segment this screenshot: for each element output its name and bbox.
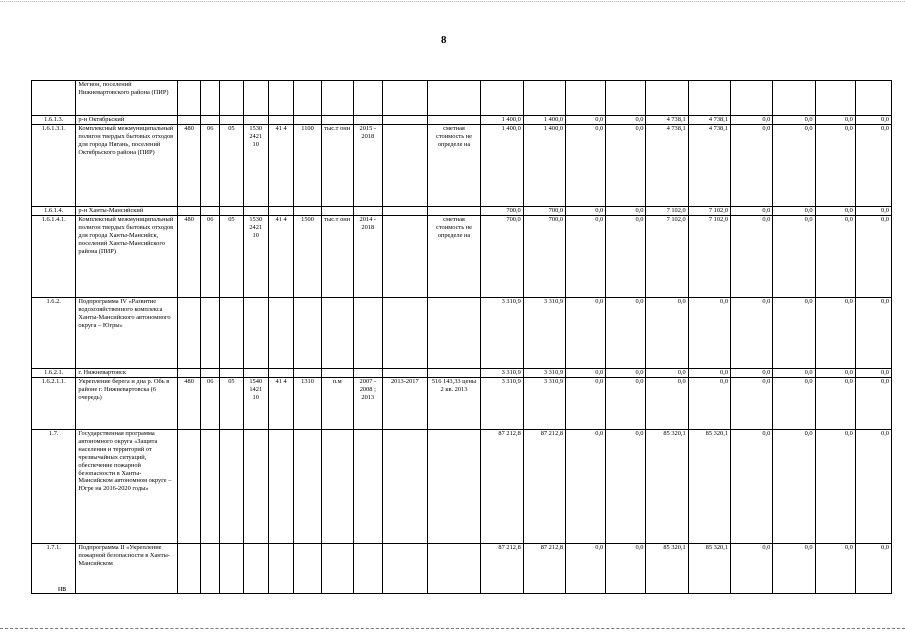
table-cell xyxy=(294,116,322,125)
table-cell xyxy=(321,298,353,369)
table-cell xyxy=(201,544,220,594)
table-cell: 0,0 xyxy=(566,298,606,369)
table-cell: 0,0 xyxy=(855,298,891,369)
table-row xyxy=(32,81,892,116)
table-cell: 41 4 xyxy=(268,378,293,430)
table-cell: 1310 xyxy=(294,378,322,430)
table-cell: 0,0 xyxy=(815,544,855,594)
table-cell: 0,0 xyxy=(773,544,815,594)
table-cell: 3 310,9 xyxy=(523,298,565,369)
table-cell xyxy=(383,430,427,544)
table-cell: 41 4 xyxy=(268,216,293,298)
table-cell: 1.7.1. xyxy=(32,544,76,594)
table-cell xyxy=(220,116,243,125)
table-cell: 1.6.1.3. xyxy=(32,116,76,125)
table-cell: 0,0 xyxy=(566,125,606,207)
table-cell: 87 212,8 xyxy=(523,430,565,544)
table-cell: 3 310,9 xyxy=(523,369,565,378)
table-cell xyxy=(177,369,200,378)
table-cell: 0,0 xyxy=(606,298,646,369)
table-cell xyxy=(321,430,353,544)
table-cell: 3 310,9 xyxy=(481,369,523,378)
table-cell xyxy=(201,369,220,378)
table-cell: р-н Ханты-Мансийский xyxy=(76,207,178,216)
table-cell: 0,0 xyxy=(688,298,730,369)
table-cell xyxy=(243,81,268,116)
table-cell: 0,0 xyxy=(646,369,688,378)
table-cell xyxy=(383,207,427,216)
table-cell: 0,0 xyxy=(606,378,646,430)
table-cell: 0,0 xyxy=(606,216,646,298)
table-cell xyxy=(220,544,243,594)
table-cell xyxy=(383,81,427,116)
table-cell: 7 102,0 xyxy=(688,207,730,216)
table-cell xyxy=(294,207,322,216)
table-cell: 0,0 xyxy=(855,207,891,216)
table-cell xyxy=(427,298,481,369)
table-cell: 0,0 xyxy=(815,298,855,369)
table-cell: 87 212,8 xyxy=(523,544,565,594)
table-cell xyxy=(523,81,565,116)
table-cell xyxy=(201,116,220,125)
table-cell xyxy=(268,207,293,216)
table-cell: 1 400,0 xyxy=(523,116,565,125)
table-cell: сметная стоимость не определе на xyxy=(427,125,481,207)
table-cell: 0,0 xyxy=(566,378,606,430)
table-cell: 0,0 xyxy=(731,430,773,544)
table-cell: 516 143,33 цены 2 кв. 2013 xyxy=(427,378,481,430)
table-cell xyxy=(268,298,293,369)
table-cell xyxy=(294,369,322,378)
table-cell: 1540 1421 10 xyxy=(243,378,268,430)
table-cell xyxy=(177,81,200,116)
table-cell xyxy=(321,116,353,125)
table-cell: 0,0 xyxy=(606,207,646,216)
table-cell: 4 738,1 xyxy=(688,125,730,207)
table-cell: 0,0 xyxy=(566,216,606,298)
table-cell: р-н Октябрьский xyxy=(76,116,178,125)
table-cell: 1 400,0 xyxy=(481,125,523,207)
table-cell: 0,0 xyxy=(606,369,646,378)
table-cell: 87 212,8 xyxy=(481,544,523,594)
table-cell xyxy=(321,81,353,116)
table-cell: 4 738,1 xyxy=(688,116,730,125)
table-row xyxy=(32,116,892,125)
table-cell xyxy=(383,125,427,207)
table-cell xyxy=(353,369,383,378)
table-cell: 7 102,0 xyxy=(646,207,688,216)
table-cell: 700,0 xyxy=(523,216,565,298)
table-cell xyxy=(353,298,383,369)
table-cell: 2015 - 2018 xyxy=(353,125,383,207)
table-row xyxy=(32,125,892,207)
table-cell: 4 738,1 xyxy=(646,125,688,207)
table-row xyxy=(32,378,892,430)
table-cell: 0,0 xyxy=(773,216,815,298)
table-cell xyxy=(268,81,293,116)
table-cell xyxy=(201,81,220,116)
table-row xyxy=(32,216,892,298)
table-cell xyxy=(427,207,481,216)
table-cell xyxy=(688,81,730,116)
table-cell: 85 320,1 xyxy=(646,430,688,544)
table-cell: 0,0 xyxy=(815,125,855,207)
table-cell: 85 320,1 xyxy=(646,544,688,594)
table-cell xyxy=(383,544,427,594)
table-cell: 0,0 xyxy=(855,116,891,125)
table-cell: 1530 2421 10 xyxy=(243,216,268,298)
table-cell xyxy=(243,116,268,125)
table-cell xyxy=(321,369,353,378)
table-cell: п.м xyxy=(321,378,353,430)
table-cell xyxy=(243,369,268,378)
table-cell: 0,0 xyxy=(815,207,855,216)
table-cell: 700,0 xyxy=(481,207,523,216)
table-cell: 06 xyxy=(201,216,220,298)
table-cell xyxy=(353,207,383,216)
table-cell xyxy=(243,544,268,594)
table-cell xyxy=(427,430,481,544)
table-cell: Комплексный межмуниципальный полигон твердых бытовых отходов для города Нягань, поселений Октябрьского района (ПИР) xyxy=(76,125,178,207)
table-cell: 0,0 xyxy=(606,125,646,207)
table-cell: 0,0 xyxy=(566,369,606,378)
table-cell: 0,0 xyxy=(855,430,891,544)
table-cell: 1.6.1.4.1. xyxy=(32,216,76,298)
table-row xyxy=(32,207,892,216)
table-cell xyxy=(427,544,481,594)
table-cell: сметная стоимость не определе на xyxy=(427,216,481,298)
table-cell: 2014 - 2018 xyxy=(353,216,383,298)
table-cell xyxy=(177,116,200,125)
table-cell: 0,0 xyxy=(773,369,815,378)
table-cell: 700,0 xyxy=(481,216,523,298)
table-cell: 0,0 xyxy=(731,116,773,125)
table-cell: 480 xyxy=(177,125,200,207)
table-cell: 3 310,9 xyxy=(481,298,523,369)
table-cell: 7 102,0 xyxy=(688,216,730,298)
table-cell: 700,0 xyxy=(523,207,565,216)
table-cell: г. Нижневартовск xyxy=(76,369,178,378)
table-cell xyxy=(427,369,481,378)
table-cell xyxy=(353,81,383,116)
table-cell xyxy=(566,81,606,116)
table-cell: Комплексный межмуниципальный полигон твердых бытовых отходов для города Ханты-Мансийск, поселений Ханты-Мансийского района (ПИР) xyxy=(76,216,178,298)
table-cell: 0,0 xyxy=(815,116,855,125)
table-cell xyxy=(243,207,268,216)
table-cell: 0,0 xyxy=(855,369,891,378)
table-cell xyxy=(321,207,353,216)
table-cell: 0,0 xyxy=(773,378,815,430)
table-cell xyxy=(177,430,200,544)
table-cell: 0,0 xyxy=(731,369,773,378)
table-cell: 480 xyxy=(177,216,200,298)
table-cell: 0,0 xyxy=(606,544,646,594)
table-cell: тыс.т онн xyxy=(321,125,353,207)
table-cell: 05 xyxy=(220,216,243,298)
table-cell: Подпрограмма II «Укрепление пожарной безопасности в Ханты-Мансийском xyxy=(76,544,178,594)
table-cell: 0,0 xyxy=(566,116,606,125)
table-cell: 0,0 xyxy=(731,125,773,207)
table-cell: 06 xyxy=(201,378,220,430)
table-cell: 0,0 xyxy=(855,544,891,594)
table-cell: 2013-2017 xyxy=(383,378,427,430)
table-cell xyxy=(383,116,427,125)
table-cell: 0,0 xyxy=(566,544,606,594)
table-cell: 0,0 xyxy=(773,430,815,544)
table-cell xyxy=(427,81,481,116)
table-cell xyxy=(353,544,383,594)
page-number: 8 xyxy=(441,34,447,46)
table-row xyxy=(32,298,892,369)
table-cell: 85 320,1 xyxy=(688,430,730,544)
table-cell xyxy=(646,81,688,116)
table-cell: 0,0 xyxy=(688,369,730,378)
budget-table xyxy=(31,80,892,594)
table-cell xyxy=(220,81,243,116)
table-cell xyxy=(383,369,427,378)
table-cell: 0,0 xyxy=(773,207,815,216)
table-cell: тыс.т онн xyxy=(321,216,353,298)
table-row xyxy=(32,430,892,544)
table-cell xyxy=(177,298,200,369)
scan-artifact-bottom xyxy=(0,628,905,630)
table-cell: 0,0 xyxy=(606,430,646,544)
table-cell: 4 738,1 xyxy=(646,116,688,125)
table-cell xyxy=(220,430,243,544)
table-cell xyxy=(321,544,353,594)
table-cell: 0,0 xyxy=(731,207,773,216)
table-cell: 1.6.1.3.1. xyxy=(32,125,76,207)
table-cell: 0,0 xyxy=(773,298,815,369)
table-cell: 0,0 xyxy=(646,378,688,430)
table-cell: 0,0 xyxy=(731,544,773,594)
table-cell xyxy=(294,298,322,369)
table-cell: 1.6.1.4. xyxy=(32,207,76,216)
table-cell xyxy=(220,369,243,378)
table-cell: 1100 xyxy=(294,125,322,207)
table-cell xyxy=(353,116,383,125)
table-cell: Мегион, поселений Нижневартовского района (ПИР) xyxy=(76,81,178,116)
table-cell: 1.6.2.1. xyxy=(32,369,76,378)
table-cell: Подпрограмма IV «Развитие водохозяйственного комплекса Ханты-Мансийского автономного округа – Югры» xyxy=(76,298,178,369)
table-cell xyxy=(201,430,220,544)
table-cell: 0,0 xyxy=(815,378,855,430)
table-cell xyxy=(383,298,427,369)
table-cell: 0,0 xyxy=(566,207,606,216)
table-cell: 0,0 xyxy=(646,298,688,369)
table-cell xyxy=(427,116,481,125)
table-row xyxy=(32,369,892,378)
table-cell xyxy=(243,298,268,369)
table-cell: 0,0 xyxy=(855,216,891,298)
table-cell xyxy=(243,430,268,544)
table-cell: 0,0 xyxy=(773,116,815,125)
table-cell: Государственная программа автономного округа «Защита населения и территорий от чрезвычайных ситуаций, обеспечение пожарной безопасности в Ханты-Мансийском автономном округе – Югре на 2016-2020 годы» xyxy=(76,430,178,544)
table-cell: 05 xyxy=(220,125,243,207)
table-cell: 7 102,0 xyxy=(646,216,688,298)
table-cell: 1 400,0 xyxy=(523,125,565,207)
table-cell: 87 212,8 xyxy=(481,430,523,544)
table-cell xyxy=(294,544,322,594)
table-cell xyxy=(294,430,322,544)
table-cell: 0,0 xyxy=(731,298,773,369)
table-cell xyxy=(294,81,322,116)
table-cell xyxy=(268,544,293,594)
table-cell: 05 xyxy=(220,378,243,430)
table-cell: 41 4 xyxy=(268,125,293,207)
table-cell: 0,0 xyxy=(815,216,855,298)
table-cell: 0,0 xyxy=(815,369,855,378)
table-cell xyxy=(201,207,220,216)
table-cell xyxy=(606,81,646,116)
table-cell xyxy=(268,116,293,125)
table-cell: 1.6.2. xyxy=(32,298,76,369)
table-cell: 1530 2421 10 xyxy=(243,125,268,207)
table-cell: 1 400,0 xyxy=(481,116,523,125)
table-cell: 0,0 xyxy=(731,378,773,430)
table-cell: 480 xyxy=(177,378,200,430)
table-cell: 0,0 xyxy=(855,125,891,207)
table-cell xyxy=(201,298,220,369)
table-cell: 0,0 xyxy=(731,216,773,298)
table-cell xyxy=(177,544,200,594)
table-cell: 0,0 xyxy=(688,378,730,430)
table-cell xyxy=(815,81,855,116)
table-cell xyxy=(383,216,427,298)
table-cell xyxy=(220,207,243,216)
table-cell xyxy=(855,81,891,116)
table-cell xyxy=(268,430,293,544)
table-cell: 1.6.2.1.1. xyxy=(32,378,76,430)
table-cell: 85 320,1 xyxy=(688,544,730,594)
table-cell xyxy=(177,207,200,216)
table-cell: 1500 xyxy=(294,216,322,298)
table-cell: 0,0 xyxy=(606,116,646,125)
table-cell: 3 310,9 xyxy=(523,378,565,430)
table-cell: 06 xyxy=(201,125,220,207)
table-cell xyxy=(220,298,243,369)
table-cell: 0,0 xyxy=(815,430,855,544)
table-cell: 2007 - 2008 ; 2013 xyxy=(353,378,383,430)
table-cell: 0,0 xyxy=(566,430,606,544)
table-cell xyxy=(353,430,383,544)
table-body xyxy=(32,81,892,594)
table-cell xyxy=(731,81,773,116)
table-cell xyxy=(32,81,76,116)
table-cell: 0,0 xyxy=(773,125,815,207)
table-cell xyxy=(481,81,523,116)
table-cell xyxy=(773,81,815,116)
table-cell: 0,0 xyxy=(855,378,891,430)
table-cell: 1.7. xyxy=(32,430,76,544)
table-cell xyxy=(268,369,293,378)
table-cell: 3 310,9 xyxy=(481,378,523,430)
table-cell: Укрепление берега и дна р. Обь в районе г. Нижневартовска (6 очередь) xyxy=(76,378,178,430)
table-row xyxy=(32,544,892,594)
footer-initials: нв xyxy=(58,584,67,593)
scan-artifact-top xyxy=(0,1,905,3)
